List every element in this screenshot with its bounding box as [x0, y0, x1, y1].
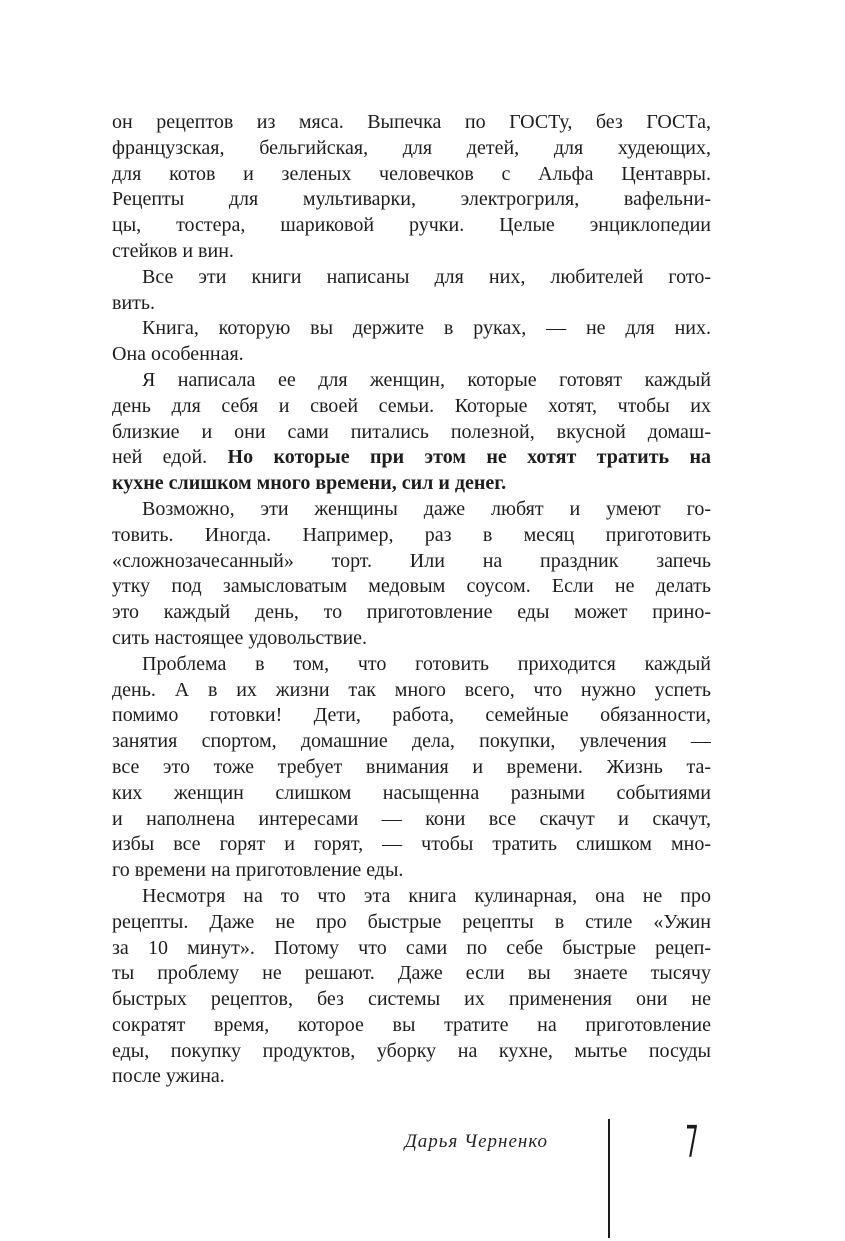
text-line: [112, 420, 711, 446]
text-line: [112, 626, 711, 652]
text-segment: Она особенная.: [112, 343, 244, 366]
page-text-block: [112, 110, 711, 1090]
text-segment: после ужина.: [112, 1065, 225, 1088]
bold-text-segment: кухне слишком много времени, сил и денег.: [112, 472, 507, 495]
text-line: [112, 832, 711, 858]
text-line: [112, 574, 711, 600]
text-segment: Несмотря на то что эта книга кулинарная, она не про: [142, 884, 711, 907]
text-line: [112, 445, 711, 471]
paragraph: [112, 368, 711, 497]
text-segment: день для себя и своей семьи. Которые хотят, чтобы их: [112, 394, 711, 417]
text-line: [112, 703, 711, 729]
text-segment: Проблема в том, что готовить приходится каждый: [142, 652, 711, 675]
text-line: [112, 162, 711, 188]
text-line: [112, 600, 711, 626]
text-segment: избы все горят и горят, — чтобы тратить слишком мно-: [112, 833, 711, 856]
bold-text-segment: Но которые при этом не хотят тратить на: [227, 446, 711, 469]
text-segment: го времени на приготовление еды.: [112, 859, 404, 882]
text-segment: Книга, которую вы держите в руках, — не для них.: [142, 317, 711, 340]
text-line: [112, 678, 711, 704]
text-segment: Все эти книги написаны для них, любителей гото-: [142, 265, 711, 288]
text-line: [112, 807, 711, 833]
footer-author-name: Дарья Черненко: [404, 1131, 548, 1152]
paragraph: [112, 652, 711, 884]
text-segment: все это тоже требует внимания и времени. Жизнь та-: [112, 755, 711, 778]
text-line: [112, 987, 711, 1013]
text-line: [112, 652, 711, 678]
text-line: [112, 549, 711, 575]
paragraph: [112, 110, 711, 265]
text-segment: Я написала ее для женщин, которые готовят каждый: [142, 368, 711, 391]
text-segment: товить. Иногда. Например, раз в месяц приготовить: [112, 523, 711, 546]
text-line: [112, 858, 711, 884]
text-line: [112, 1039, 711, 1065]
footer-divider-line: [608, 1119, 610, 1238]
paragraph: [112, 884, 711, 1090]
text-line: [112, 910, 711, 936]
text-segment: цы, тостера, шариковой ручки. Целые энциклопедии: [112, 214, 711, 237]
text-segment: Возможно, эти женщины даже любят и умеют го-: [142, 497, 711, 520]
text-segment: рецепты. Даже не про быстрые рецепты в стиле «Ужин: [112, 910, 711, 933]
text-segment: быстрых рецептов, без системы их применения они не: [112, 988, 711, 1011]
text-line: [112, 265, 711, 291]
text-segment: помимо готовки! Дети, работа, семейные обязанности,: [112, 704, 711, 727]
text-line: [112, 497, 711, 523]
text-line: [112, 291, 711, 317]
text-segment: утку под замысловатым медовым соусом. Если не делать: [112, 575, 711, 598]
text-segment: близкие и они сами питались полезной, вкусной домаш-: [112, 420, 711, 443]
text-segment: стейков и вин.: [112, 239, 234, 262]
text-line: [112, 136, 711, 162]
text-line: [112, 781, 711, 807]
text-segment: он рецептов из мяса. Выпечка по ГОСТу, без ГОСТа,: [112, 111, 711, 133]
text-segment: ней едой.: [112, 446, 228, 469]
text-line: [112, 729, 711, 755]
text-line: [112, 213, 711, 239]
text-segment: ты проблему не решают. Даже если вы знаете тысячу: [112, 962, 711, 985]
text-line: [112, 884, 711, 910]
text-segment: ких женщин слишком насыщенна разными событиями: [112, 781, 711, 804]
text-line: [112, 471, 711, 497]
text-line: [112, 1013, 711, 1039]
paragraph: [112, 316, 711, 368]
text-line: [112, 342, 711, 368]
text-line: [112, 755, 711, 781]
text-line: [112, 187, 711, 213]
text-line: [112, 394, 711, 420]
text-segment: день. А в их жизни так много всего, что нужно успеть: [112, 678, 711, 701]
text-segment: сить настоящее удовольствие.: [112, 626, 368, 649]
text-segment: «сложнозачесанный» торт. Или на праздник запечь: [112, 549, 711, 572]
text-segment: Рецепты для мультиварки, электрогриля, вафельни-: [112, 188, 711, 211]
text-line: [112, 936, 711, 962]
text-line: [112, 110, 711, 136]
text-line: [112, 523, 711, 549]
text-segment: вить.: [112, 291, 156, 314]
text-segment: и наполнена интересами — кони все скачут и скачут,: [112, 807, 711, 830]
page-number: 7: [685, 1117, 699, 1168]
text-line: [112, 961, 711, 987]
text-line: [112, 1064, 711, 1090]
text-segment: сократят время, которое вы тратите на приготовление: [112, 1013, 711, 1036]
text-segment: это каждый день, то приготовление еды может прино-: [112, 601, 711, 624]
text-segment: французская, бельгийская, для детей, для худеющих,: [112, 136, 711, 159]
text-segment: еды, покупку продуктов, уборку на кухне, мытье посуды: [112, 1039, 711, 1062]
text-segment: занятия спортом, домашние дела, покупки, увлечения —: [112, 730, 711, 753]
paragraph: [112, 497, 711, 652]
text-line: [112, 239, 711, 265]
text-line: [112, 316, 711, 342]
text-segment: для котов и зеленых человечков с Альфа Центавры.: [112, 162, 711, 185]
paragraph: [112, 265, 711, 317]
text-line: [112, 368, 711, 394]
text-segment: за 10 минут». Потому что сами по себе быстрые рецеп-: [112, 936, 711, 959]
